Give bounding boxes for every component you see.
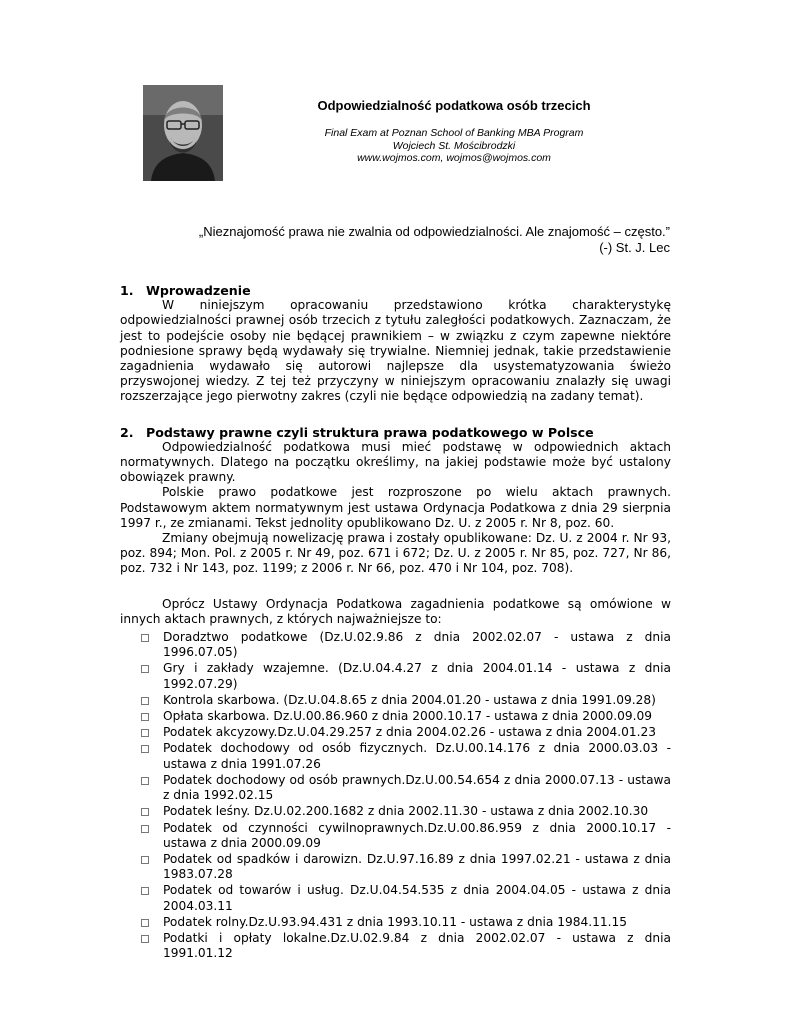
list-item: Gry i zakłady wzajemne. (Dz.U.04.4.27 z dnia 2004.01.14 - ustawa z dnia 1992.07.29): [120, 661, 671, 691]
checkbox-bullet-icon: [138, 915, 152, 929]
list-item: Podatek od towarów i usług. Dz.U.04.54.535 z dnia 2004.04.05 - ustawa z dnia 2004.03.11: [120, 883, 671, 913]
list-item: Doradztwo podatkowe (Dz.U.02.9.86 z dnia 2002.02.07 - ustawa z dnia 1996.07.05): [120, 630, 671, 660]
list-item: Podatek akcyzowy.Dz.U.04.29.257 z dnia 2004.02.26 - ustawa z dnia 2004.01.23: [120, 725, 671, 740]
quote-text: „Nieznajomość prawa nie zwalnia od odpowiedzialności. Ale znajomość – często.”: [198, 224, 670, 239]
author-photo: [143, 85, 223, 181]
checkbox-bullet-icon: [138, 693, 152, 707]
checkbox-bullet-icon: [138, 630, 152, 644]
checkbox-bullet-icon: [138, 725, 152, 739]
list-item: Opłata skarbowa. Dz.U.00.86.960 z dnia 2000.10.17 - ustawa z dnia 2000.09.09: [120, 709, 671, 724]
epigraph: [120, 224, 670, 256]
section-number: 1.: [120, 283, 134, 298]
list-item: Podatki i opłaty lokalne.Dz.U.02.9.84 z dnia 2002.02.07 - ustawa z dnia 1991.01.12: [120, 931, 671, 961]
legal-acts-list: [120, 630, 671, 961]
section-heading: [120, 283, 671, 298]
document-header: [240, 98, 668, 165]
document-body: [120, 283, 671, 962]
author-name: Wojciech St. Mościbrodzki: [392, 139, 516, 152]
paragraph: Polskie prawo podatkowe jest rozproszone po wielu aktach prawnych. Podstawowym aktem normatywnym jest ustawa Ordynacja Podatkowa z dnia 29 sierpnia 1997 r., ze zmianami. Tekst jednolity opublikowano Dz. U. z 2005 r. Nr 8, poz. 60.: [120, 485, 671, 530]
list-intro: Oprócz Ustawy Ordynacja Podatkowa zagadnienia podatkowe są omówione w innych aktach prawnych, z których najważniejsze to:: [120, 596, 671, 626]
section-heading: [120, 425, 671, 440]
list-item: Podatek od czynności cywilnoprawnych.Dz.U.00.86.959 z dnia 2000.10.17 - ustawa z dnia 2000.09.09: [120, 821, 671, 851]
quote-attribution: (-) St. J. Lec: [599, 240, 670, 255]
list-item: Podatek od spadków i darowizn. Dz.U.97.16.89 z dnia 1997.02.21 - ustawa z dnia 1983.07.28: [120, 852, 671, 882]
checkbox-bullet-icon: [138, 821, 152, 835]
author-contact: www.wojmos.com, wojmos@wojmos.com: [357, 152, 551, 164]
checkbox-bullet-icon: [138, 661, 152, 675]
paragraph: W niniejszym opracowaniu przedstawiono krótka charakterystykę odpowiedzialności prawnej osób trzecich z tytułu zaległości podatkowych. Zaznaczam, że jest to podejście osoby nie będącej prawnikiem – w związku z czym zapewne niektóre podniesione sprawy będą wydawały się trywialne. Niemniej jednak, takie przedstawienie zagadnienia wydawało się autorowi najlepsze dla usystematyzowania świeżo przyswojonej wiedzy. Z tej też przyczyny w niniejszym opracowaniu znalazły się uwagi rozszerzające jego pierwotny zakres (czyli nie będące odpowiedzią na zadany temat).: [120, 298, 671, 404]
section-title: Wprowadzenie: [146, 283, 251, 298]
checkbox-bullet-icon: [138, 852, 152, 866]
section-title: Podstawy prawne czyli struktura prawa podatkowego w Polsce: [146, 424, 594, 440]
list-item: Kontrola skarbowa. (Dz.U.04.8.65 z dnia 2004.01.20 - ustawa z dnia 1991.09.28): [120, 693, 671, 708]
paragraph: Zmiany obejmują nowelizację prawa i zostały opublikowane: Dz. U. z 2004 r. Nr 93, poz. 894; Mon. Pol. z 2005 r. Nr 49, poz. 671 i 672; Dz. U. z 2005 r. Nr 85, poz. 727, Nr 86, poz. 732 i Nr 143, poz. 1199; z 2006 r. Nr 66, poz. 470 i Nr 104, poz. 708).: [120, 531, 671, 576]
list-item: Podatek leśny. Dz.U.02.200.1682 z dnia 2002.11.30 - ustawa z dnia 2002.10.30: [120, 804, 671, 819]
checkbox-bullet-icon: [138, 931, 152, 945]
checkbox-bullet-icon: [138, 773, 152, 787]
list-item: Podatek dochodowy od osób prawnych.Dz.U.00.54.654 z dnia 2000.07.13 - ustawa z dnia 1992.02.15: [120, 773, 671, 803]
author-portrait-image: [143, 85, 223, 181]
checkbox-bullet-icon: [138, 883, 152, 897]
section-number: 2.: [120, 424, 134, 440]
paragraph: Odpowiedzialność podatkowa musi mieć podstawę w odpowiednich aktach normatywnych. Dlatego na początku określimy, na jakiej podstawie może być ustalony obowiązek prawny.: [120, 439, 671, 485]
document-title: Odpowiedzialność podatkowa osób trzecich: [317, 98, 591, 113]
document-subtitle: Final Exam at Poznan School of Banking MBA Program: [324, 127, 584, 139]
checkbox-bullet-icon: [138, 741, 152, 755]
checkbox-bullet-icon: [138, 804, 152, 818]
checkbox-bullet-icon: [138, 709, 152, 723]
list-item: Podatek rolny.Dz.U.93.94.431 z dnia 1993.10.11 - ustawa z dnia 1984.11.15: [120, 915, 671, 930]
list-item: Podatek dochodowy od osób fizycznych. Dz.U.00.14.176 z dnia 2000.03.03 - ustawa z dnia 1991.07.26: [120, 741, 671, 771]
